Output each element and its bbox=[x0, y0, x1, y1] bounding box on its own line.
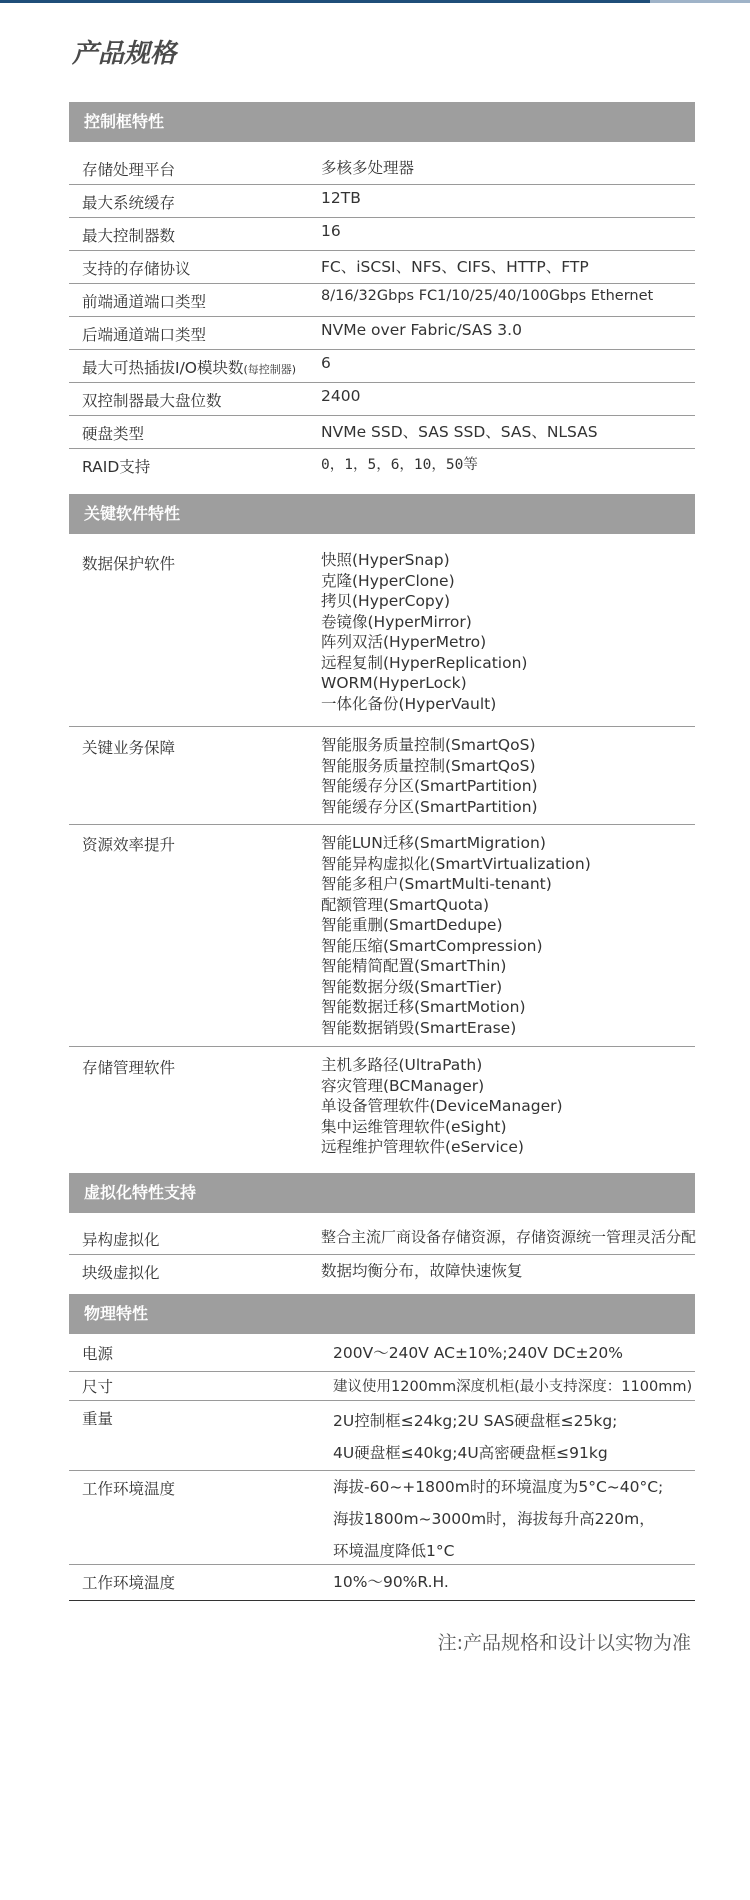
section-header-software: 关键软件特性 bbox=[69, 494, 695, 534]
spec-row bbox=[69, 416, 695, 449]
spec-value-item: 克隆(HyperClone) bbox=[321, 571, 455, 590]
spec-value-item: 智能数据分级(SmartTier) bbox=[321, 977, 503, 996]
spec-row bbox=[69, 825, 695, 1047]
spec-label: 尺寸 bbox=[82, 1378, 114, 1396]
spec-value: 12TB bbox=[321, 189, 361, 207]
spec-row bbox=[69, 284, 695, 317]
spec-row bbox=[69, 449, 695, 482]
spec-value: 0，1，5，6，10，50等 bbox=[321, 457, 478, 473]
top-accent-bar bbox=[0, 0, 750, 3]
spec-value-item: 单设备管理软件(DeviceManager) bbox=[321, 1097, 563, 1115]
spec-label: 存储管理软件 bbox=[82, 1059, 176, 1077]
spec-value-item: 阵列双活(HyperMetro) bbox=[321, 633, 487, 651]
spec-label: 存储处理平台 bbox=[82, 161, 176, 179]
spec-label: RAID支持 bbox=[82, 458, 151, 476]
spec-value-item: 集中运维管理软件(eSight) bbox=[321, 1117, 507, 1136]
spec-label: 重量 bbox=[82, 1410, 114, 1428]
spec-value: NVMe over Fabric/SAS 3.0 bbox=[321, 321, 522, 339]
spec-row bbox=[69, 350, 695, 383]
spec-value-item: WORM(HyperLock) bbox=[321, 674, 467, 692]
spec-value: NVMe SSD、SAS SSD、SAS、NLSAS bbox=[321, 423, 598, 441]
spec-value-item: 智能精简配置(SmartThin) bbox=[321, 957, 507, 975]
spec-label: 异构虚拟化 bbox=[82, 1231, 160, 1249]
spec-value-item: 智能数据销毁(SmartErase) bbox=[321, 1018, 517, 1037]
spec-label: 前端通道端口类型 bbox=[82, 293, 207, 311]
spec-value-item: 智能服务质量控制(SmartQoS) bbox=[321, 756, 536, 775]
spec-label: 关键业务保障 bbox=[82, 739, 176, 757]
spec-label: 最大系统缓存 bbox=[82, 194, 176, 212]
spec-row bbox=[69, 1222, 695, 1255]
spec-value-item: 拷贝(HyperCopy) bbox=[321, 592, 450, 610]
spec-row bbox=[69, 251, 695, 284]
spec-value-item: 智能重删(SmartDedupe) bbox=[321, 916, 503, 934]
spec-value-item: 环境温度降低1°C bbox=[333, 1542, 455, 1560]
spec-label: 双控制器最大盘位数 bbox=[82, 392, 222, 410]
spec-label: 块级虚拟化 bbox=[82, 1264, 160, 1282]
section-header-physical: 物理特性 bbox=[69, 1294, 695, 1334]
spec-row bbox=[69, 1255, 695, 1287]
spec-value: FC、iSCSI、NFS、CIFS、HTTP、FTP bbox=[321, 258, 589, 276]
spec-value-list bbox=[321, 550, 527, 714]
spec-value-item: 10%～90%R.H. bbox=[333, 1573, 449, 1591]
spec-value: 整合主流厂商设备存储资源，存储资源统一管理灵活分配 bbox=[321, 1228, 697, 1246]
spec-value-list bbox=[333, 1405, 617, 1469]
spec-value-item: 一体化备份(HyperVault) bbox=[321, 694, 497, 713]
spec-value-item: 智能LUN迁移(SmartMigration) bbox=[321, 834, 546, 852]
spec-value-item: 主机多路径(UltraPath) bbox=[321, 1056, 483, 1074]
spec-value: 6 bbox=[321, 354, 331, 372]
spec-value-item: 智能缓存分区(SmartPartition) bbox=[321, 777, 538, 795]
spec-value-item: 4U硬盘框≤40kg;4U高密硬盘框≤91kg bbox=[333, 1444, 608, 1462]
page-title: 产品规格 bbox=[72, 39, 177, 69]
section-header-virtualization: 虚拟化特性支持 bbox=[69, 1173, 695, 1213]
spec-label bbox=[82, 356, 296, 378]
spec-value-item: 远程复制(HyperReplication) bbox=[321, 653, 528, 672]
spec-label: 数据保护软件 bbox=[82, 555, 176, 573]
spec-row bbox=[69, 383, 695, 416]
spec-value-list bbox=[321, 1055, 563, 1158]
footnote: 注:产品规格和设计以实物为准 bbox=[437, 1632, 691, 1654]
spec-row bbox=[69, 1047, 695, 1169]
spec-value-item: 海拔-60~+1800m时的环境温度为5°C~40°C; bbox=[333, 1478, 664, 1496]
spec-value: 数据均衡分布，故障快速恢复 bbox=[321, 1262, 523, 1280]
spec-row bbox=[69, 727, 695, 825]
spec-value-item: 卷镜像(HyperMirror) bbox=[321, 612, 472, 631]
spec-label: 硬盘类型 bbox=[82, 425, 145, 443]
spec-value-list bbox=[321, 833, 591, 1038]
spec-label-note: (每控制器) bbox=[243, 363, 297, 376]
spec-value-item: 智能服务质量控制(SmartQoS) bbox=[321, 736, 536, 754]
spec-value-item: 2U控制框≤24kg;2U SAS硬盘框≤25kg; bbox=[333, 1412, 618, 1430]
spec-row bbox=[69, 185, 695, 218]
spec-row bbox=[69, 1334, 695, 1372]
spec-value-item: 远程维护管理软件(eService) bbox=[321, 1138, 524, 1156]
spec-label: 最大控制器数 bbox=[82, 227, 176, 245]
spec-row bbox=[69, 544, 695, 727]
spec-row bbox=[69, 218, 695, 251]
spec-row bbox=[69, 1401, 695, 1471]
spec-value-item: 200V～240V AC±10%;240V DC±20% bbox=[333, 1344, 623, 1362]
spec-label: 工作环境温度 bbox=[82, 1574, 176, 1592]
spec-value-item: 容灾管理(BCManager) bbox=[321, 1076, 485, 1095]
top-accent-bar-right bbox=[650, 0, 750, 3]
spec-label: 后端通道端口类型 bbox=[82, 326, 207, 344]
spec-row bbox=[69, 152, 695, 185]
spec-value: 8/16/32Gbps FC1/10/25/40/100Gbps Ethernet bbox=[321, 288, 654, 304]
spec-value-list bbox=[333, 1471, 663, 1567]
spec-value-item: 建议使用1200mm深度机柜(最小支持深度：1100mm) bbox=[333, 1379, 693, 1395]
spec-value-list bbox=[333, 1337, 623, 1369]
spec-value-item: 智能异构虚拟化(SmartVirtualization) bbox=[321, 854, 591, 873]
spec-value-list bbox=[333, 1371, 692, 1403]
spec-label: 支持的存储协议 bbox=[82, 260, 191, 278]
spec-label-text: 最大可热插拔I/O模块数 bbox=[82, 359, 244, 377]
spec-value-item: 智能缓存分区(SmartPartition) bbox=[321, 797, 538, 816]
spec-row bbox=[69, 1372, 695, 1401]
spec-value-list bbox=[333, 1566, 449, 1598]
spec-row bbox=[69, 317, 695, 350]
spec-value-item: 海拔1800m~3000m时，海拔每升高220m， bbox=[333, 1510, 655, 1528]
spec-value: 16 bbox=[321, 222, 341, 240]
spec-label: 资源效率提升 bbox=[82, 836, 176, 854]
spec-value-item: 智能数据迁移(SmartMotion) bbox=[321, 998, 526, 1016]
spec-row bbox=[69, 1565, 695, 1601]
spec-value-list bbox=[321, 735, 538, 817]
section-header-controller: 控制框特性 bbox=[69, 102, 695, 142]
spec-value: 多核多处理器 bbox=[321, 159, 415, 177]
spec-label: 电源 bbox=[82, 1345, 114, 1363]
spec-label: 工作环境温度 bbox=[82, 1480, 176, 1498]
spec-row bbox=[69, 1471, 695, 1565]
spec-value-item: 配额管理(SmartQuota) bbox=[321, 895, 490, 914]
spec-value-item: 智能多租户(SmartMulti-tenant) bbox=[321, 875, 552, 893]
spec-value-item: 快照(HyperSnap) bbox=[321, 551, 450, 569]
spec-value-item: 智能压缩(SmartCompression) bbox=[321, 936, 543, 955]
spec-value: 2400 bbox=[321, 387, 361, 405]
